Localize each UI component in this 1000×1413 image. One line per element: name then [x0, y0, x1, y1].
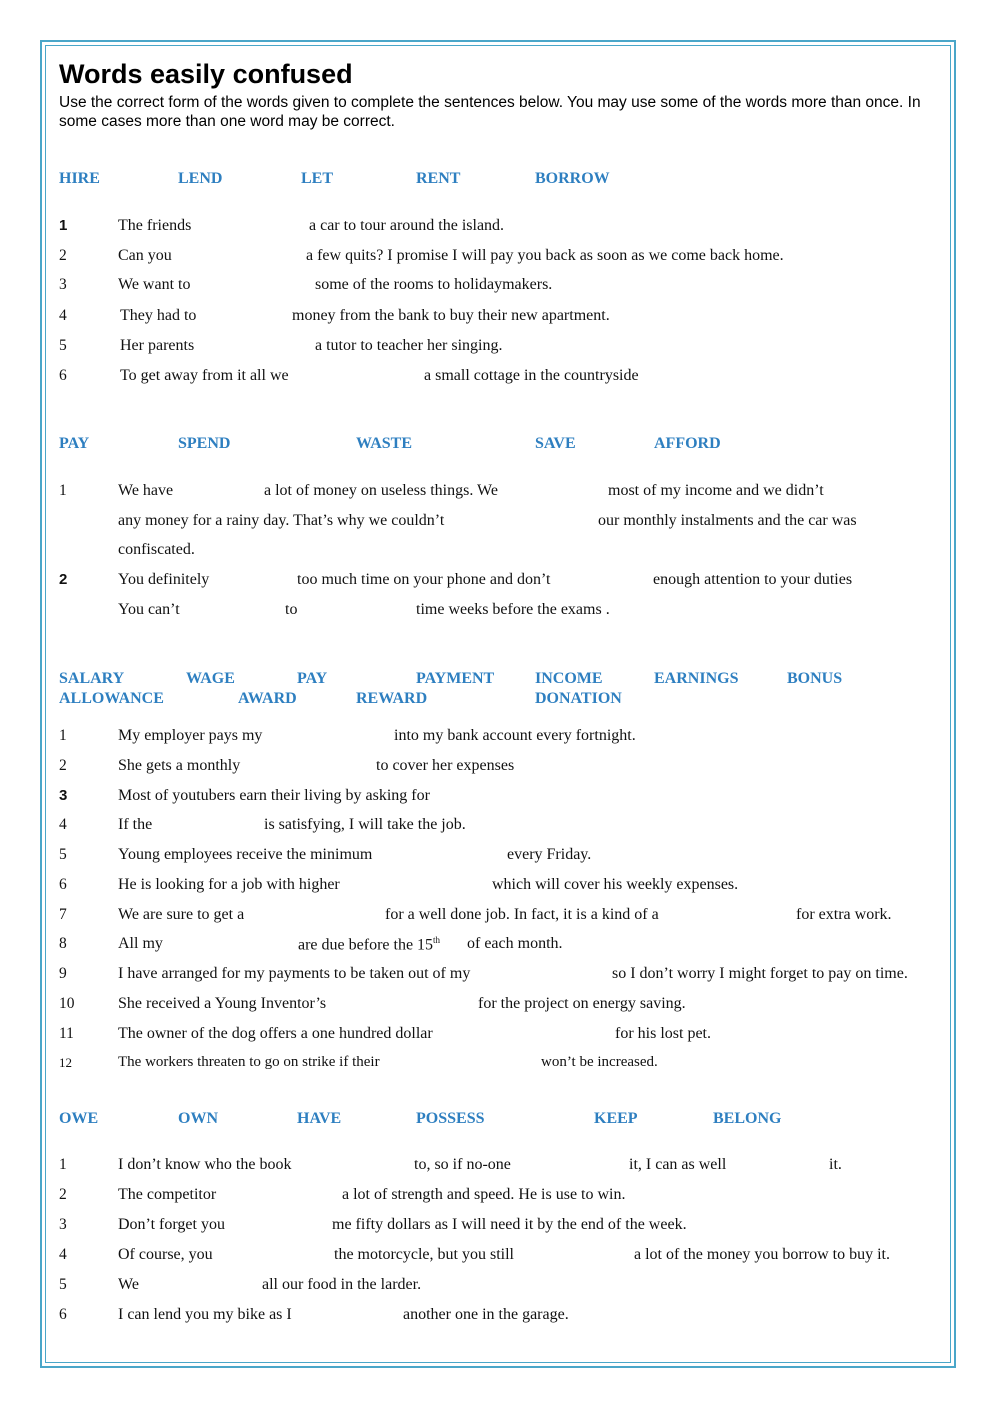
- word-allowance: ALLOWANCE: [59, 690, 164, 707]
- item-number: 6: [59, 876, 67, 893]
- sentence-text: We: [118, 1276, 139, 1293]
- item-number: 9: [59, 965, 67, 982]
- sentence-text: a lot of strength and speed. He is use to win.: [342, 1186, 626, 1203]
- sentence-text: a small cottage in the countryside: [424, 367, 639, 384]
- word-income: INCOME: [535, 670, 603, 687]
- sentence-text: for his lost pet.: [615, 1025, 711, 1042]
- word-have: HAVE: [297, 1110, 342, 1127]
- sentence-text: a car to tour around the island.: [309, 217, 505, 234]
- word-keep: KEEP: [594, 1110, 638, 1127]
- sentence-text: The owner of the dog offers a one hundred dollar: [118, 1025, 433, 1042]
- sentence-text: every Friday.: [507, 846, 592, 863]
- sentence-text: a few quits? I promise I will pay you back as soon as we come back home.: [306, 247, 784, 264]
- item-number: 4: [59, 1246, 67, 1263]
- sentence-text: to: [285, 601, 298, 618]
- sentence-text: She gets a monthly: [118, 757, 241, 774]
- sentence-text: Don’t forget you: [118, 1216, 225, 1233]
- word-wage: WAGE: [186, 670, 235, 687]
- word-own: OWN: [178, 1110, 218, 1127]
- sentence-text: They had to: [120, 307, 197, 324]
- word-hire: HIRE: [59, 170, 100, 187]
- item-number: 1: [59, 1156, 67, 1173]
- sentence-text: Can you: [118, 247, 172, 264]
- item-number: 5: [59, 337, 67, 354]
- word-award: AWARD: [238, 690, 297, 707]
- sentence-text: Of course, you: [118, 1246, 213, 1263]
- sentence-text: all our food in the larder.: [262, 1276, 422, 1293]
- item-number: 6: [59, 1306, 67, 1323]
- item-number: 4: [59, 816, 67, 833]
- sentence-text: My employer pays my: [118, 727, 263, 744]
- sentence-text: me fifty dollars as I will need it by the end of the week.: [332, 1216, 687, 1233]
- word-borrow: BORROW: [535, 170, 610, 187]
- item-number: 5: [59, 1276, 67, 1293]
- sentence-text: any money for a rainy day. That’s why we couldn’t: [118, 512, 445, 529]
- item-number: 3: [59, 1216, 67, 1233]
- sentence-text: Young employees receive the minimum: [118, 846, 373, 863]
- word-belong: BELONG: [713, 1110, 782, 1127]
- sentence-text: I can lend you my bike as I: [118, 1306, 292, 1323]
- sentence-text: He is looking for a job with higher: [118, 876, 340, 893]
- item-number: 12: [59, 1055, 72, 1070]
- sentence-text: a tutor to teacher her singing.: [315, 337, 503, 354]
- sentence-text: If the: [118, 816, 153, 833]
- sentence-text: for extra work.: [796, 906, 892, 923]
- word-donation: DONATION: [535, 690, 622, 707]
- item-number: 3: [59, 276, 67, 293]
- word-save: SAVE: [535, 435, 576, 452]
- item-number: 1: [59, 727, 67, 744]
- word-pay: PAY: [297, 670, 328, 687]
- sentence-text: some of the rooms to holidaymakers.: [315, 276, 553, 293]
- sentence-text: of each month.: [467, 935, 563, 952]
- item-number: 8: [59, 935, 67, 952]
- sentence-text: enough attention to your duties: [653, 571, 853, 588]
- instructions: Use the correct form of the words given to complete the sentences below. You may use some of the words more than once. In some cases more than one word may be correct.: [59, 94, 921, 130]
- item-number: 6: [59, 367, 67, 384]
- item-number: 1: [59, 482, 67, 499]
- word-rent: RENT: [416, 170, 461, 187]
- sentence-text: You definitely: [118, 571, 210, 588]
- sentence-text: a lot of money on useless things. We: [264, 482, 498, 499]
- sentence-text: to cover her expenses: [376, 757, 515, 774]
- sentence-text: We are sure to get a: [118, 906, 245, 923]
- sentence-text: confiscated.: [118, 541, 195, 558]
- word-let: LET: [301, 170, 334, 187]
- superscript-th: th: [433, 935, 441, 945]
- item-number: 11: [59, 1025, 74, 1042]
- sentence-text: the motorcycle, but you still: [334, 1246, 514, 1263]
- sentence-text: The friends: [118, 217, 192, 234]
- word-salary: SALARY: [59, 670, 125, 687]
- word-pay: PAY: [59, 435, 90, 452]
- sentence-text: The competitor: [118, 1186, 217, 1203]
- word-earnings: EARNINGS: [654, 670, 739, 687]
- sentence-text: I don’t know who the book: [118, 1156, 292, 1173]
- sentence-text: it, I can as well: [629, 1156, 727, 1173]
- item-number: 10: [59, 995, 75, 1012]
- item-number: 1: [59, 217, 68, 234]
- sentence-text: so I don’t worry I might forget to pay on time.: [612, 965, 908, 982]
- sentence-text: another one in the garage.: [403, 1306, 569, 1323]
- sentence-text: a lot of the money you borrow to buy it.: [634, 1246, 890, 1263]
- page-title: Words easily confused: [59, 59, 353, 89]
- sentence-text: We want to: [118, 276, 191, 293]
- sentence-text: won’t be increased.: [541, 1054, 658, 1070]
- item-number: 2: [59, 757, 67, 774]
- item-number: 3: [59, 787, 68, 804]
- sentence-text: The workers threaten to go on strike if their: [118, 1054, 380, 1070]
- sentence-text: I have arranged for my payments to be taken out of my: [118, 965, 471, 982]
- word-possess: POSSESS: [416, 1110, 485, 1127]
- item-number: 5: [59, 846, 67, 863]
- sentence-text: We have: [118, 482, 174, 499]
- item-number: 4: [59, 307, 67, 324]
- sentence-text: is satisfying, I will take the job.: [264, 816, 466, 833]
- sentence-text: for the project on energy saving.: [478, 995, 686, 1012]
- sentence-text: to, so if no-one: [414, 1156, 511, 1173]
- item-number: 2: [59, 247, 67, 264]
- word-reward: REWARD: [356, 690, 428, 707]
- sentence-text: into my bank account every fortnight.: [394, 727, 636, 744]
- item-number: 2: [59, 1186, 67, 1203]
- word-bonus: BONUS: [787, 670, 843, 687]
- sentence-text: most of my income and we didn’t: [608, 482, 824, 499]
- item-number: 2: [59, 571, 68, 588]
- sentence-text: it.: [829, 1156, 842, 1173]
- word-spend: SPEND: [178, 435, 231, 452]
- word-owe: OWE: [59, 1110, 99, 1127]
- sentence-text: Most of youtubers earn their living by asking for: [118, 787, 430, 804]
- sentence-text: too much time on your phone and don’t: [297, 571, 551, 588]
- word-lend: LEND: [178, 170, 223, 187]
- word-waste: WASTE: [356, 435, 413, 452]
- sentence-text: You can’t: [118, 601, 180, 618]
- sentence-text: our monthly instalments and the car was: [598, 512, 857, 529]
- sentence-text: All my: [118, 935, 163, 952]
- sentence-text: Her parents: [120, 337, 195, 354]
- sentence-text: To get away from it all we: [120, 367, 289, 384]
- sentence-text: money from the bank to buy their new apartment.: [292, 307, 610, 324]
- sentence-text: She received a Young Inventor’s: [118, 995, 327, 1012]
- item-number: 7: [59, 906, 67, 923]
- sentence-text: are due before the 15th: [298, 935, 441, 954]
- word-afford: AFFORD: [654, 435, 721, 452]
- sentence-text: for a well done job. In fact, it is a kind of a: [385, 906, 659, 923]
- sentence-text: time weeks before the exams .: [416, 601, 610, 618]
- sentence-text: which will cover his weekly expenses.: [492, 876, 739, 893]
- word-payment: PAYMENT: [416, 670, 495, 687]
